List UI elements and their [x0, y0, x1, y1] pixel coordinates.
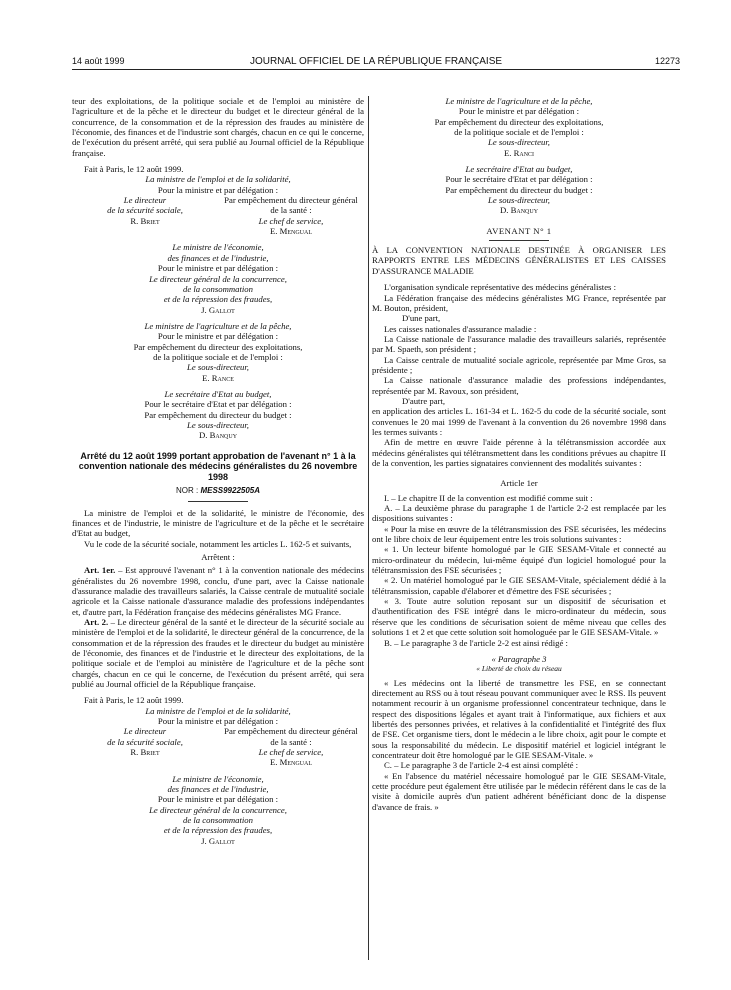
chef-service-label: Le chef de service,: [258, 747, 324, 758]
article-paragraph: « Pour la mise en œuvre de la télétransmission des FSE sécurisées, les médecins ont le libre choix de leur équipement entre les trois solutions suivantes :: [372, 523, 666, 545]
delegation-line: Pour la ministre et par délégation :: [157, 184, 279, 195]
sous-directeur-label: Le sous-directeur,: [187, 419, 249, 430]
header-title: JOURNAL OFFICIEL DE LA RÉPUBLIQUE FRANÇAISE: [249, 56, 503, 67]
signature-name-mengual: E. Mengual: [269, 226, 313, 237]
empechement-exploitations: Par empêchement du directeur des exploitations,: [133, 341, 303, 352]
article-2-text: – Le directeur général de la santé et le directeur de la sécurité sociale au ministère de l'emploi et de la solidarité, le directeur général de la concurrence, de la consommation et de la répression des fraudes et le directeur du budget au ministère de l'économie, des finances et de l'industrie et le directeur des exploitations, de la politique sociale et de l'emploi au ministère de l'agriculture et de la pêche sont chargés, chacun en ce qui le concerne, de l'exécution du présent arrêté, qui sera publié au Journal officiel de la République française.: [72, 616, 364, 689]
article-1-heading: Article 1er: [500, 478, 538, 489]
delegation-line: Pour le ministre et par délégation :: [157, 263, 279, 274]
signature-pair-2: [72, 726, 364, 767]
arretent-label: Arrêtent :: [201, 551, 235, 562]
sous-directeur-label: Le sous-directeur,: [187, 362, 249, 373]
signatory-secretaire-budget: Le secrétaire d'Etat au budget,: [465, 164, 573, 175]
article-1-text: – Est approuvé l'avenant n° 1 à la convention nationale des médecins généralistes du 26 novembre 1998, conclu, d'une part, avec la Caisse nationale d'assurance maladie des travailleurs salariés, la Caisse centrale de mutualité sociale agricole et la Caisse nationale d'assurance maladie des professions indépendantes et, d'autre part, la Fédération française des médecins généralistes MG France.: [72, 565, 364, 617]
article-paragraph: A. – La deuxième phrase du paragraphe 1 de l'article 2-2 est remplacée par les dispositions suivantes :: [372, 503, 666, 524]
nor-line: [72, 486, 364, 496]
delegation-line: Pour le secrétaire d'Etat et par délégation :: [445, 174, 593, 185]
fait-a-paris-2: Fait à Paris, le 12 août 1999.: [84, 695, 184, 706]
sous-directeur-label: Le sous-directeur,: [488, 137, 550, 148]
header-rule: [72, 69, 680, 70]
signature-name-ranci: E. Ranci: [503, 147, 535, 158]
article-paragraph: I. – Le chapitre II de la convention est modifié comme suit :: [384, 492, 593, 503]
header-page-number: 12273: [654, 56, 680, 66]
signatory-ministre-agriculture: Le ministre de l'agriculture et de la pêche,: [144, 320, 292, 331]
empechement-label-2: de la santé :: [270, 205, 312, 216]
nor-code: MESS9922505A: [200, 486, 261, 496]
dgccrf-label-3: et de la répression des fraudes,: [163, 294, 273, 305]
signatory-ministre-agriculture: Le ministre de l'agriculture et de la pêche,: [445, 96, 593, 106]
dgccrf-label: Le directeur général de la concurrence,: [149, 273, 287, 284]
signatory-ministre-emploi-2: La ministre de l'emploi et de la solidarité,: [145, 705, 291, 716]
signatory-ministre-economie-2: des finances et de l'industrie,: [167, 252, 269, 263]
article-paragraph: « 2. Un matériel homologué par le GIE SESAM-Vitale, spécialement dédié à la télétransmission, capable d'élaborer et d'émettre des FSE sécurisées ;: [372, 575, 666, 596]
avenant-paragraph: La Fédération française des médecins généralistes MG France, représentée par M. Bouton, président,: [372, 292, 666, 313]
signatory-ministre-emploi: La ministre de l'emploi et de la solidarité,: [145, 174, 291, 185]
avenant-paragraph: D'une part,: [402, 313, 441, 324]
directeur-label: Le directeur: [123, 726, 167, 737]
signature-name-banquy: D. Banquy: [198, 430, 238, 441]
intro-paragraph: teur des exploitations, de la politique sociale et de l'emploi au ministère de l'agriculture et de la pêche et le directeur du budget et le directeur général de la concurrence, de la consommation et de la répression des fraudes au ministère de l'économie, des finances et de l'industrie sont chargés, chacun en ce qui le concerne, de l'exécution du présent arrêté, qui sera publié au Journal officiel de la République française.: [72, 96, 364, 158]
delegation-line: Pour le ministre et par délégation :: [458, 106, 580, 117]
right-column: [372, 96, 666, 812]
avenant-paragraph: Afin de mettre en œuvre l'aide pérenne à la télétransmission accordée aux médecins généralistes qui télétransmettent dans les conditions prévues au chapitre II de la convention, les parties signataires conviennent des modalités suivantes :: [372, 437, 666, 468]
preamble-paragraph: La ministre de l'emploi et de la solidarité, le ministre de l'économie, des finances et de l'industrie, le ministre de l'agriculture et de la pêche et le secrétaire d'Etat au budget,: [72, 507, 364, 539]
article-paragraph: B. – Le paragraphe 3 de l'article 2-2 est ainsi rédigé :: [384, 637, 568, 648]
fait-a-paris: Fait à Paris, le 12 août 1999.: [84, 164, 184, 175]
delegation-line: Pour le ministre et par délégation :: [157, 794, 279, 805]
column-divider: [368, 96, 369, 960]
empechement-budget: Par empêchement du directeur du budget :: [445, 184, 593, 195]
delegation-line: Pour le secrétaire d'Etat et par délégation :: [144, 399, 292, 410]
signature-name-gallot: J. Gallot: [201, 835, 235, 846]
sous-directeur-label: Le sous-directeur,: [488, 195, 550, 206]
avenant-paragraph: La Caisse nationale de l'assurance maladie des travailleurs salariés, représentée par M. Spaeth, son président ;: [372, 333, 666, 355]
article-2-label: Art. 2.: [84, 616, 109, 627]
article-1-label: Art. 1er.: [84, 565, 116, 576]
liberte-heading: « Liberté de choix du réseau: [476, 664, 562, 674]
avenant-paragraph: La Caisse nationale d'assurance maladie des professions indépendantes, représentée par M. Ravoux, son président,: [372, 375, 666, 396]
dgccrf-label-2: de la consommation: [183, 815, 253, 826]
chef-service-label: Le chef de service,: [258, 215, 324, 226]
separator: [489, 240, 549, 241]
dgccrf-label: Le directeur général de la concurrence,: [149, 804, 287, 815]
directeur-label-2: de la sécurité sociale,: [107, 205, 183, 216]
avenant-paragraph: La Caisse centrale de mutualité sociale agricole, représentée par Mme Gros, sa présidente ;: [372, 354, 666, 375]
article-paragraph: « En l'absence du matériel nécessaire homologué par le GIE SESAM-Vitale, cette procédure peut également être utilisée par le médecin référent dans le cas de la visite à domicile auprès d'un patient adhérent bénéficiant donc de la dispense d'avance de frais. »: [372, 770, 666, 812]
article-paragraph: C. – Le paragraphe 3 de l'article 2-4 est ainsi complété :: [384, 760, 579, 771]
signature-name-briet: R. Briet: [130, 747, 160, 758]
avenant-title: AVENANT N° 1: [486, 225, 552, 236]
paragraphe-3-heading: « Paragraphe 3: [491, 653, 547, 664]
empechement-label: Par empêchement du directeur général: [224, 195, 358, 206]
empechement-label-2: de la santé :: [270, 736, 312, 747]
signatory-ministre-economie: Le ministre de l'économie,: [172, 773, 264, 784]
signature-name-briet: R. Briet: [130, 215, 160, 226]
signatory-ministre-economie-2: des finances et de l'industrie,: [167, 784, 269, 795]
signature-name-rance: E. Rance: [202, 372, 234, 383]
arrete-title: Arrêté du 12 août 1999 portant approbation de l'avenant n° 1 à la convention nationale des médecins généralistes du 26 novembre 1998: [78, 450, 358, 482]
signatory-secretaire-budget: Le secrétaire d'Etat au budget,: [164, 388, 272, 399]
directeur-label: Le directeur: [123, 195, 167, 206]
empechement-exploitations: Par empêchement du directeur des exploitations,: [434, 116, 604, 127]
article-paragraph: « Les médecins ont la liberté de transmettre les FSE, en se connectant directement au RSS ou à tout réseau pouvant communiquer avec le RSS. Ils peuvent notamment recourir à un organisme professionnel concentrateur technique, dans le respect des dispositions légales et ayant trait à l'informatique, aux fichiers et aux libertés des personnes privées, et relatives à la confidentialité et l'intégrité des flux de FSE. Cet organisme tiers, dont le médecin a le libre choix, agit pour le compte et sous la responsabilité du médecin. Le dispositif matériel et logiciel intégrant le concentrateur doit être homologué par le GIE SESAM-Vitale. »: [372, 677, 666, 760]
avenant-paragraph: L'organisation syndicale représentative des médecins généralistes :: [384, 282, 617, 293]
avenant-paragraph: Les caisses nationales d'assurance maladie :: [384, 323, 537, 334]
page-header: [72, 56, 680, 70]
signature-name-mengual: E. Mengual: [269, 757, 313, 768]
article-paragraph: « 3. Toute autre solution reposant sur un dispositif de sécurisation et d'authentification des FSE intégré dans le micro-ordinateur du médecin, sous réserve que les conditions de sécurisation soient de même niveau que celles des solutions 1 et 2 et que cette solution soit homologuée par le GIE SESAM-Vitale. »: [372, 596, 666, 638]
article-2: [72, 617, 364, 689]
article-paragraph: « 1. Un lecteur bifente homologué par le GIE SESAM-Vitale et connecté au micro-ordinateur du médecin, lui-même équipé d'un logiciel homologué pour la télétransmission des FSE sécurisées ;: [372, 544, 666, 576]
empechement-label: Par empêchement du directeur général: [224, 726, 358, 737]
empechement-exploitations-2: de la politique sociale et de l'emploi :: [153, 351, 283, 362]
signature-pair: [72, 195, 364, 236]
article-1: [72, 565, 364, 617]
delegation-line: Pour la ministre et par délégation :: [157, 716, 279, 727]
empechement-exploitations-2: de la politique sociale et de l'emploi :: [454, 127, 584, 138]
directeur-label-2: de la sécurité sociale,: [107, 736, 183, 747]
header-date: 14 août 1999: [72, 56, 125, 66]
avenant-paragraph: D'autre part,: [402, 395, 446, 406]
nor-label: NOR :: [175, 486, 199, 496]
dgccrf-label-2: de la consommation: [183, 283, 253, 294]
left-column: [72, 96, 364, 846]
dgccrf-label-3: et de la répression des fraudes,: [163, 825, 273, 836]
avenant-paragraph: en application des articles L. 161-34 et L. 162-5 du code de la sécurité sociale, sont convenues le 20 mai 1999 de l'avenant à la convention du 26 novembre 1998 dans les termes suivants :: [372, 406, 666, 437]
avenant-subtitle: À LA CONVENTION NATIONALE DESTINÉE À ORGANISER LES RAPPORTS ENTRE LES MÉDECINS GÉNÉRALISTES ET LES CAISSES D'ASSURANCE MALADIE: [372, 245, 666, 276]
signature-name-banquy: D. Banquy: [499, 205, 539, 216]
separator: [188, 501, 248, 502]
signature-name-gallot: J. Gallot: [201, 304, 235, 315]
empechement-budget: Par empêchement du directeur du budget :: [144, 409, 292, 420]
signatory-ministre-economie: Le ministre de l'économie,: [172, 242, 264, 253]
vu-paragraph: Vu le code de la sécurité sociale, notamment les articles L. 162-5 et suivants,: [84, 538, 352, 549]
delegation-line: Pour le ministre et par délégation :: [157, 331, 279, 342]
